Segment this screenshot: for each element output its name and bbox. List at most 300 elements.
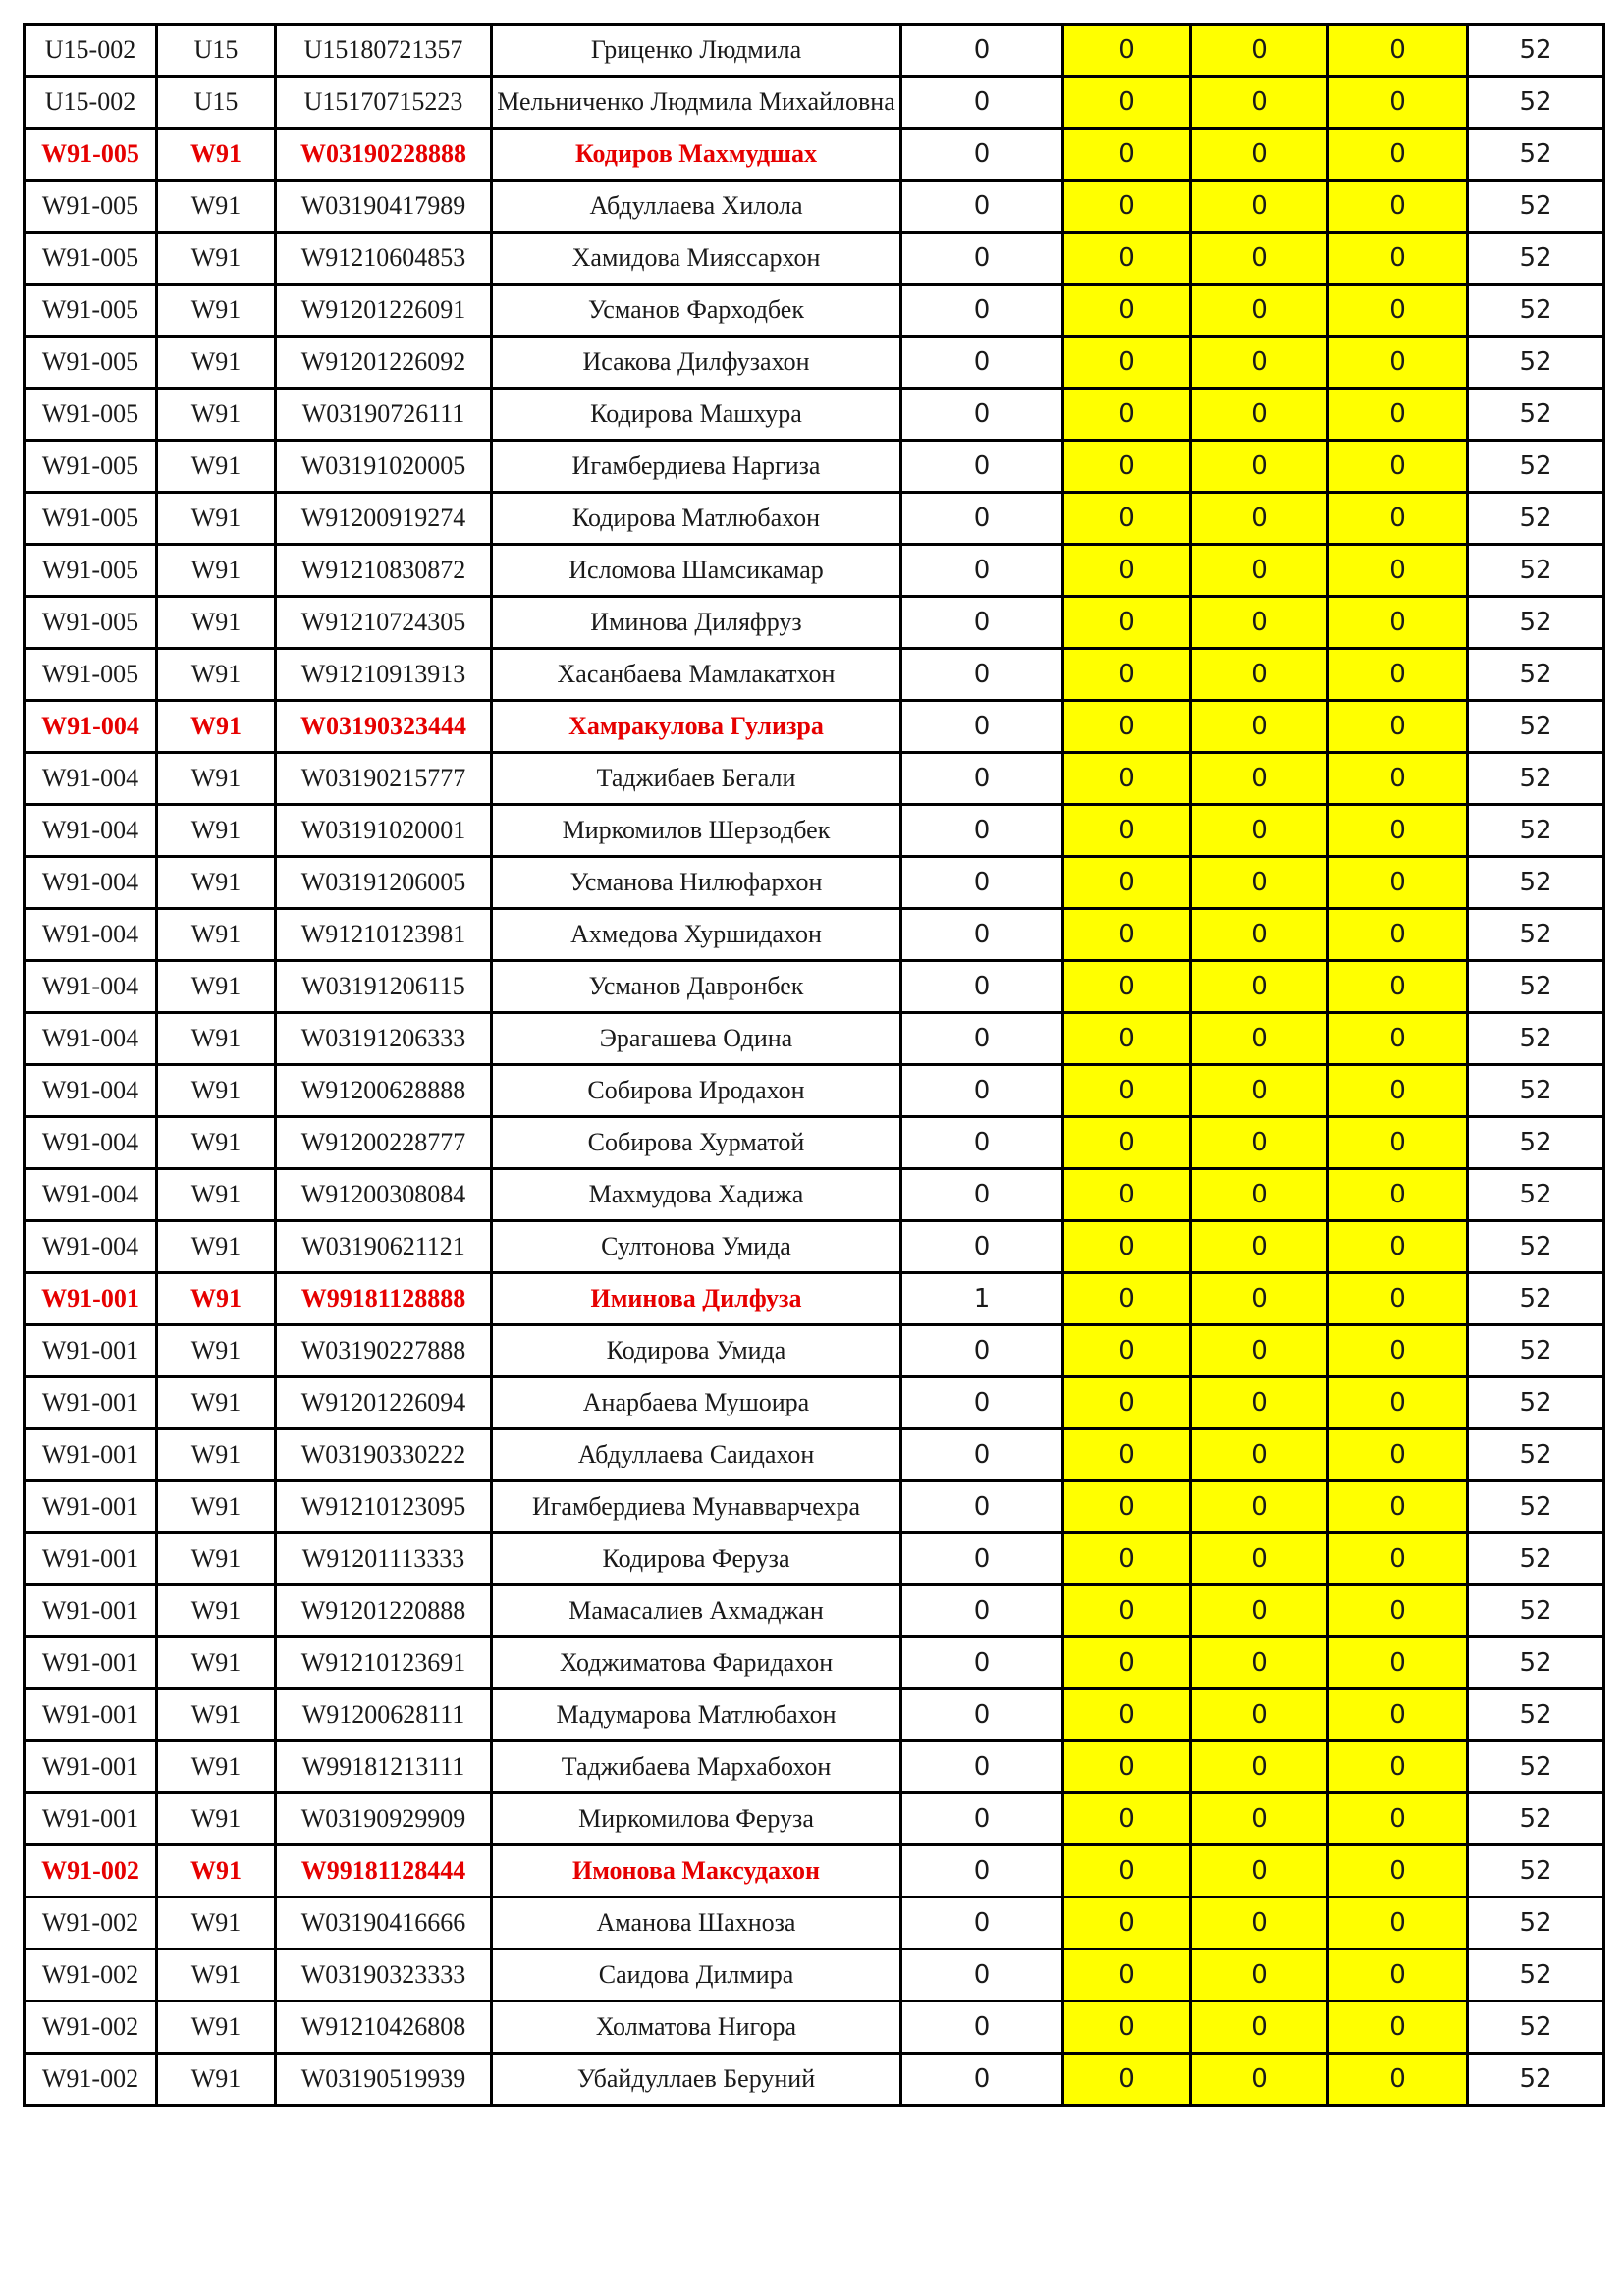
table-row	[25, 389, 1604, 441]
table-row	[25, 1429, 1604, 1481]
total-cell: 52	[1468, 77, 1604, 129]
name-cell: Саидова Дилмира	[492, 1949, 901, 2002]
group-cell: W91-004	[25, 805, 157, 857]
table-body	[25, 25, 1604, 2106]
highlight-cell: 0	[1328, 337, 1468, 389]
id-cell: W91200628888	[276, 1065, 492, 1117]
total-cell: 52	[1468, 1429, 1604, 1481]
count-cell: 0	[901, 25, 1063, 77]
count-cell: 0	[901, 389, 1063, 441]
total-cell: 52	[1468, 1689, 1604, 1741]
highlight-cell: 0	[1191, 1481, 1328, 1533]
count-cell: 0	[901, 1845, 1063, 1897]
highlight-cell: 0	[1328, 77, 1468, 129]
id-cell: W91200919274	[276, 493, 492, 545]
highlight-cell: 0	[1191, 233, 1328, 285]
highlight-cell: 0	[1063, 181, 1191, 233]
count-cell: 0	[901, 1585, 1063, 1637]
name-cell: Холматова Нигора	[492, 2002, 901, 2054]
highlight-cell: 0	[1191, 1793, 1328, 1845]
name-cell: Хамидова Мияссархон	[492, 233, 901, 285]
name-cell: Иминова Дилфуза	[492, 1273, 901, 1325]
highlight-cell: 0	[1328, 1949, 1468, 2002]
table-row	[25, 1585, 1604, 1637]
code-cell: U15	[157, 25, 276, 77]
group-cell: W91-004	[25, 1065, 157, 1117]
id-cell: W03190330222	[276, 1429, 492, 1481]
code-cell: W91	[157, 1689, 276, 1741]
highlight-cell: 0	[1191, 2002, 1328, 2054]
table-row	[25, 1689, 1604, 1741]
highlight-cell: 0	[1063, 1949, 1191, 2002]
code-cell: W91	[157, 1273, 276, 1325]
count-cell: 0	[901, 909, 1063, 961]
table-row	[25, 2002, 1604, 2054]
group-cell: W91-001	[25, 1637, 157, 1689]
name-cell: Эрагашева Одина	[492, 1013, 901, 1065]
highlight-cell: 0	[1191, 701, 1328, 753]
highlight-cell: 0	[1328, 181, 1468, 233]
code-cell: W91	[157, 1637, 276, 1689]
code-cell: W91	[157, 701, 276, 753]
highlight-cell: 0	[1328, 857, 1468, 909]
highlight-cell: 0	[1328, 753, 1468, 805]
highlight-cell: 0	[1191, 1741, 1328, 1793]
highlight-cell: 0	[1191, 25, 1328, 77]
total-cell: 52	[1468, 1533, 1604, 1585]
table-row	[25, 1169, 1604, 1221]
highlight-cell: 0	[1063, 1481, 1191, 1533]
name-cell: Собирова Хурматой	[492, 1117, 901, 1169]
count-cell: 0	[901, 1429, 1063, 1481]
code-cell: W91	[157, 1533, 276, 1585]
code-cell: W91	[157, 1065, 276, 1117]
id-cell: W91210913913	[276, 649, 492, 701]
count-cell: 0	[901, 701, 1063, 753]
total-cell: 52	[1468, 545, 1604, 597]
table-row	[25, 857, 1604, 909]
highlight-cell: 0	[1063, 1221, 1191, 1273]
count-cell: 0	[901, 649, 1063, 701]
total-cell: 52	[1468, 1741, 1604, 1793]
name-cell: Таджибаева Мархабохон	[492, 1741, 901, 1793]
name-cell: Хасанбаева Мамлакатхон	[492, 649, 901, 701]
table-row-leader	[25, 1845, 1604, 1897]
group-cell: U15-002	[25, 77, 157, 129]
name-cell: Имонова Максудахон	[492, 1845, 901, 1897]
highlight-cell: 0	[1063, 2054, 1191, 2106]
name-cell: Абдуллаева Саидахон	[492, 1429, 901, 1481]
code-cell: W91	[157, 649, 276, 701]
total-cell: 52	[1468, 493, 1604, 545]
highlight-cell: 0	[1191, 649, 1328, 701]
id-cell: W03190726111	[276, 389, 492, 441]
total-cell: 52	[1468, 337, 1604, 389]
table-row	[25, 1221, 1604, 1273]
group-cell: W91-001	[25, 1741, 157, 1793]
highlight-cell: 0	[1063, 389, 1191, 441]
count-cell: 0	[901, 1897, 1063, 1949]
group-cell: W91-002	[25, 1949, 157, 2002]
name-cell: Кодирова Матлюбахон	[492, 493, 901, 545]
highlight-cell: 0	[1063, 649, 1191, 701]
code-cell: W91	[157, 597, 276, 649]
group-cell: W91-001	[25, 1429, 157, 1481]
table-row	[25, 1637, 1604, 1689]
total-cell: 52	[1468, 1221, 1604, 1273]
table-row-leader	[25, 1273, 1604, 1325]
highlight-cell: 0	[1191, 1429, 1328, 1481]
highlight-cell: 0	[1063, 129, 1191, 181]
total-cell: 52	[1468, 753, 1604, 805]
table-row	[25, 649, 1604, 701]
count-cell: 0	[901, 337, 1063, 389]
id-cell: W91200228777	[276, 1117, 492, 1169]
highlight-cell: 0	[1191, 753, 1328, 805]
id-cell: W91210724305	[276, 597, 492, 649]
id-cell: W91200308084	[276, 1169, 492, 1221]
total-cell: 52	[1468, 649, 1604, 701]
highlight-cell: 0	[1328, 909, 1468, 961]
count-cell: 0	[901, 1377, 1063, 1429]
name-cell: Усманов Давронбек	[492, 961, 901, 1013]
table-row	[25, 1117, 1604, 1169]
highlight-cell: 0	[1063, 493, 1191, 545]
total-cell: 52	[1468, 701, 1604, 753]
group-cell: W91-005	[25, 389, 157, 441]
name-cell: Убайдуллаев Беруний	[492, 2054, 901, 2106]
name-cell: Игамбердиева Наргиза	[492, 441, 901, 493]
group-cell: W91-004	[25, 701, 157, 753]
total-cell: 52	[1468, 1117, 1604, 1169]
highlight-cell: 0	[1191, 441, 1328, 493]
table-row	[25, 1741, 1604, 1793]
highlight-cell: 0	[1191, 1897, 1328, 1949]
table-row	[25, 1897, 1604, 1949]
table-row	[25, 597, 1604, 649]
highlight-cell: 0	[1328, 285, 1468, 337]
highlight-cell: 0	[1191, 1065, 1328, 1117]
count-cell: 0	[901, 493, 1063, 545]
id-cell: W03190416666	[276, 1897, 492, 1949]
highlight-cell: 0	[1328, 649, 1468, 701]
code-cell: W91	[157, 1741, 276, 1793]
group-cell: W91-001	[25, 1533, 157, 1585]
highlight-cell: 0	[1063, 1533, 1191, 1585]
table-row	[25, 1377, 1604, 1429]
total-cell: 52	[1468, 1585, 1604, 1637]
highlight-cell: 0	[1063, 545, 1191, 597]
total-cell: 52	[1468, 181, 1604, 233]
name-cell: Кодирова Феруза	[492, 1533, 901, 1585]
highlight-cell: 0	[1328, 25, 1468, 77]
name-cell: Хамракулова Гулизра	[492, 701, 901, 753]
name-cell: Мадумарова Матлюбахон	[492, 1689, 901, 1741]
table-row-leader	[25, 129, 1604, 181]
group-cell: W91-004	[25, 1117, 157, 1169]
highlight-cell: 0	[1191, 1585, 1328, 1637]
highlight-cell: 0	[1191, 1949, 1328, 2002]
id-cell: W91210830872	[276, 545, 492, 597]
highlight-cell: 0	[1063, 857, 1191, 909]
table-row	[25, 1533, 1604, 1585]
count-cell: 0	[901, 2002, 1063, 2054]
count-cell: 0	[901, 857, 1063, 909]
group-cell: W91-004	[25, 1169, 157, 1221]
total-cell: 52	[1468, 2054, 1604, 2106]
count-cell: 0	[901, 753, 1063, 805]
group-cell: W91-004	[25, 857, 157, 909]
highlight-cell: 0	[1191, 181, 1328, 233]
highlight-cell: 0	[1063, 441, 1191, 493]
group-cell: W91-005	[25, 181, 157, 233]
code-cell: W91	[157, 2002, 276, 2054]
total-cell: 52	[1468, 129, 1604, 181]
highlight-cell: 0	[1191, 597, 1328, 649]
highlight-cell: 0	[1191, 545, 1328, 597]
code-cell: U15	[157, 77, 276, 129]
highlight-cell: 0	[1328, 961, 1468, 1013]
table-row	[25, 337, 1604, 389]
highlight-cell: 0	[1191, 1845, 1328, 1897]
highlight-cell: 0	[1328, 1793, 1468, 1845]
highlight-cell: 0	[1191, 805, 1328, 857]
code-cell: W91	[157, 1949, 276, 2002]
highlight-cell: 0	[1063, 1013, 1191, 1065]
code-cell: W91	[157, 1169, 276, 1221]
name-cell: Султонова Умида	[492, 1221, 901, 1273]
highlight-cell: 0	[1191, 909, 1328, 961]
code-cell: W91	[157, 441, 276, 493]
highlight-cell: 0	[1328, 1585, 1468, 1637]
name-cell: Миркомилов Шерзодбек	[492, 805, 901, 857]
code-cell: W91	[157, 961, 276, 1013]
highlight-cell: 0	[1328, 701, 1468, 753]
group-cell: W91-005	[25, 337, 157, 389]
name-cell: Усманов Фарходбек	[492, 285, 901, 337]
name-cell: Исакова Дилфузахон	[492, 337, 901, 389]
id-cell: W91210123095	[276, 1481, 492, 1533]
count-cell: 0	[901, 1949, 1063, 2002]
table-row-leader	[25, 701, 1604, 753]
highlight-cell: 0	[1063, 1793, 1191, 1845]
table-row	[25, 441, 1604, 493]
count-cell: 0	[901, 1741, 1063, 1793]
count-cell: 0	[901, 1065, 1063, 1117]
data-table	[23, 23, 1605, 2107]
highlight-cell: 0	[1191, 1689, 1328, 1741]
id-cell: W03191206115	[276, 961, 492, 1013]
highlight-cell: 0	[1191, 1533, 1328, 1585]
highlight-cell: 0	[1191, 77, 1328, 129]
highlight-cell: 0	[1063, 1585, 1191, 1637]
highlight-cell: 0	[1328, 1637, 1468, 1689]
group-cell: W91-005	[25, 493, 157, 545]
total-cell: 52	[1468, 233, 1604, 285]
code-cell: W91	[157, 1429, 276, 1481]
total-cell: 52	[1468, 857, 1604, 909]
total-cell: 52	[1468, 597, 1604, 649]
group-cell: W91-005	[25, 129, 157, 181]
total-cell: 52	[1468, 805, 1604, 857]
code-cell: W91	[157, 389, 276, 441]
highlight-cell: 0	[1191, 1221, 1328, 1273]
highlight-cell: 0	[1328, 129, 1468, 181]
highlight-cell: 0	[1328, 389, 1468, 441]
code-cell: W91	[157, 1585, 276, 1637]
id-cell: U15170715223	[276, 77, 492, 129]
count-cell: 0	[901, 181, 1063, 233]
highlight-cell: 0	[1063, 1689, 1191, 1741]
highlight-cell: 0	[1063, 1169, 1191, 1221]
total-cell: 52	[1468, 1065, 1604, 1117]
group-cell: W91-005	[25, 597, 157, 649]
highlight-cell: 0	[1063, 597, 1191, 649]
id-cell: W03190519939	[276, 2054, 492, 2106]
code-cell: W91	[157, 1013, 276, 1065]
table-row	[25, 909, 1604, 961]
id-cell: W91201226092	[276, 337, 492, 389]
highlight-cell: 0	[1328, 1117, 1468, 1169]
table-row	[25, 285, 1604, 337]
code-cell: W91	[157, 285, 276, 337]
highlight-cell: 0	[1191, 1169, 1328, 1221]
total-cell: 52	[1468, 1013, 1604, 1065]
highlight-cell: 0	[1328, 1741, 1468, 1793]
id-cell: W91200628111	[276, 1689, 492, 1741]
highlight-cell: 0	[1328, 1689, 1468, 1741]
count-cell: 0	[901, 1793, 1063, 1845]
highlight-cell: 0	[1063, 1325, 1191, 1377]
highlight-cell: 0	[1328, 233, 1468, 285]
count-cell: 0	[901, 285, 1063, 337]
highlight-cell: 0	[1328, 1273, 1468, 1325]
id-cell: W03190323333	[276, 1949, 492, 2002]
count-cell: 0	[901, 1637, 1063, 1689]
group-cell: W91-005	[25, 649, 157, 701]
code-cell: W91	[157, 233, 276, 285]
code-cell: W91	[157, 1377, 276, 1429]
highlight-cell: 0	[1063, 701, 1191, 753]
id-cell: W03190323444	[276, 701, 492, 753]
count-cell: 1	[901, 1273, 1063, 1325]
name-cell: Кодирова Машхура	[492, 389, 901, 441]
name-cell: Усманова Нилюфархон	[492, 857, 901, 909]
name-cell: Анарбаева Мушоира	[492, 1377, 901, 1429]
count-cell: 0	[901, 1481, 1063, 1533]
highlight-cell: 0	[1063, 337, 1191, 389]
total-cell: 52	[1468, 1949, 1604, 2002]
highlight-cell: 0	[1063, 1377, 1191, 1429]
highlight-cell: 0	[1328, 1429, 1468, 1481]
total-cell: 52	[1468, 909, 1604, 961]
id-cell: W03190417989	[276, 181, 492, 233]
name-cell: Таджибаев Бегали	[492, 753, 901, 805]
highlight-cell: 0	[1328, 1845, 1468, 1897]
highlight-cell: 0	[1191, 1013, 1328, 1065]
group-cell: W91-001	[25, 1377, 157, 1429]
highlight-cell: 0	[1063, 909, 1191, 961]
highlight-cell: 0	[1191, 961, 1328, 1013]
code-cell: W91	[157, 909, 276, 961]
highlight-cell: 0	[1191, 1637, 1328, 1689]
id-cell: W91210426808	[276, 2002, 492, 2054]
total-cell: 52	[1468, 1169, 1604, 1221]
group-cell: W91-001	[25, 1793, 157, 1845]
total-cell: 52	[1468, 1793, 1604, 1845]
table-row	[25, 1481, 1604, 1533]
code-cell: W91	[157, 2054, 276, 2106]
highlight-cell: 0	[1191, 857, 1328, 909]
highlight-cell: 0	[1063, 1429, 1191, 1481]
id-cell: W91210123691	[276, 1637, 492, 1689]
highlight-cell: 0	[1063, 961, 1191, 1013]
table-row	[25, 181, 1604, 233]
code-cell: W91	[157, 1117, 276, 1169]
count-cell: 0	[901, 441, 1063, 493]
highlight-cell: 0	[1328, 2054, 1468, 2106]
highlight-cell: 0	[1328, 1169, 1468, 1221]
total-cell: 52	[1468, 25, 1604, 77]
highlight-cell: 0	[1328, 1481, 1468, 1533]
highlight-cell: 0	[1191, 285, 1328, 337]
highlight-cell: 0	[1191, 129, 1328, 181]
highlight-cell: 0	[1063, 233, 1191, 285]
group-cell: W91-001	[25, 1481, 157, 1533]
code-cell: W91	[157, 337, 276, 389]
total-cell: 52	[1468, 1637, 1604, 1689]
table-row	[25, 1793, 1604, 1845]
group-cell: W91-002	[25, 1845, 157, 1897]
group-cell: W91-002	[25, 2002, 157, 2054]
highlight-cell: 0	[1191, 337, 1328, 389]
name-cell: Мельниченко Людмила Михайловна	[492, 77, 901, 129]
total-cell: 52	[1468, 441, 1604, 493]
count-cell: 0	[901, 1169, 1063, 1221]
highlight-cell: 0	[1328, 1325, 1468, 1377]
highlight-cell: 0	[1063, 1741, 1191, 1793]
count-cell: 0	[901, 1325, 1063, 1377]
group-cell: W91-001	[25, 1689, 157, 1741]
id-cell: W03190227888	[276, 1325, 492, 1377]
name-cell: Кодирова Умида	[492, 1325, 901, 1377]
code-cell: W91	[157, 1325, 276, 1377]
total-cell: 52	[1468, 2002, 1604, 2054]
group-cell: W91-005	[25, 285, 157, 337]
group-cell: W91-002	[25, 2054, 157, 2106]
name-cell: Игамбердиева Мунавварчехра	[492, 1481, 901, 1533]
total-cell: 52	[1468, 285, 1604, 337]
total-cell: 52	[1468, 1481, 1604, 1533]
highlight-cell: 0	[1328, 1897, 1468, 1949]
total-cell: 52	[1468, 1845, 1604, 1897]
highlight-cell: 0	[1328, 1013, 1468, 1065]
count-cell: 0	[901, 129, 1063, 181]
group-cell: W91-004	[25, 909, 157, 961]
count-cell: 0	[901, 805, 1063, 857]
highlight-cell: 0	[1328, 1065, 1468, 1117]
highlight-cell: 0	[1328, 1377, 1468, 1429]
group-cell: W91-002	[25, 1897, 157, 1949]
highlight-cell: 0	[1191, 2054, 1328, 2106]
id-cell: W99181213111	[276, 1741, 492, 1793]
code-cell: W91	[157, 181, 276, 233]
highlight-cell: 0	[1063, 1117, 1191, 1169]
highlight-cell: 0	[1063, 285, 1191, 337]
id-cell: W03190215777	[276, 753, 492, 805]
total-cell: 52	[1468, 1325, 1604, 1377]
total-cell: 52	[1468, 1377, 1604, 1429]
